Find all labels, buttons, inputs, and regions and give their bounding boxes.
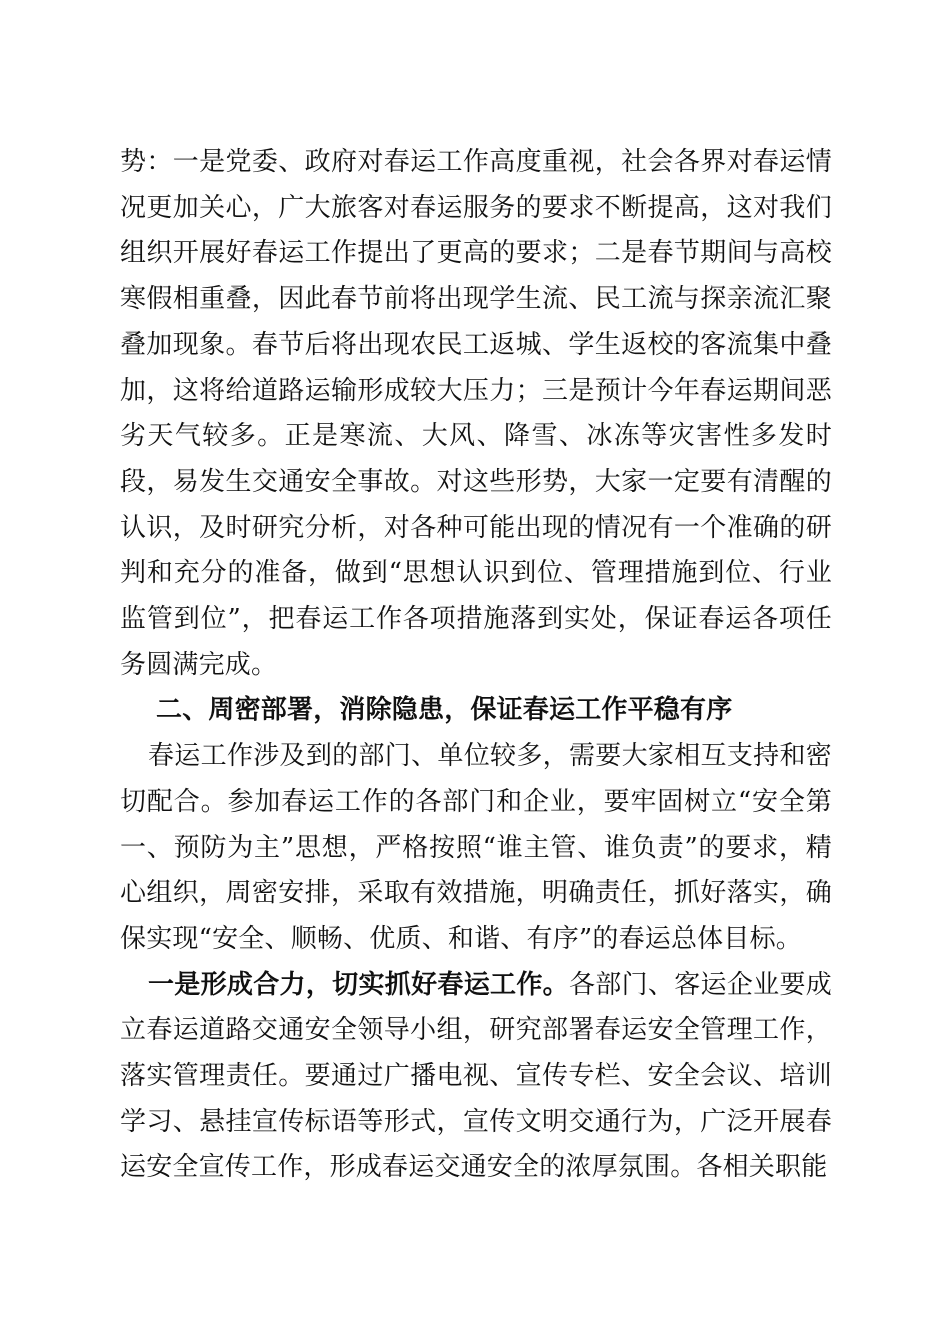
paragraph-joint-effort — [120, 963, 832, 1192]
paragraph-lead-bold: 一是形成合力，切实抓好春运工作。 — [148, 969, 569, 1000]
paragraph-situation: 势：一是党委、政府对春运工作高度重视，社会各界对春运情况更加关心，广大旅客对春运服务的要求不断提高，这对我们组织开展好春运工作提出了更高的要求；二是春节期间与高校寒假相重叠，因此春节前将出现学生流、民工流与探亲流汇聚叠加现象。春节后将出现农民工返城、学生返校的客流集中叠加，这将给道路运输形成较大压力；三是预计今年春运期间恶劣天气较多。正是寒流、大风、降雪、冰冻等灾害性多发时段，易发生交通安全事故。对这些形势，大家一定要有清醒的认识，及时研究分析，对各种可能出现的情况有一个准确的研判和充分的准备，做到“思想认识到位、管理措施到位、行业监管到位”，把春运工作各项措施落到实处，保证春运各项任务圆满完成。 — [120, 147, 832, 680]
paragraph-body: 各部门、客运企业要成立春运道路交通安全领导小组，研究部署春运安全管理工作，落实管理责任。要通过广播电视、宣传专栏、安全会议、培训学习、悬挂宣传标语等形式，宣传文明交通行为，广泛开展春运安全宣传工作，形成春运交通安全的浓厚氛围。各相关职能 — [120, 969, 832, 1183]
document-body — [120, 140, 832, 1191]
section-heading-2: 二、周密部署，消除隐患，保证春运工作平稳有序 — [156, 695, 733, 726]
paragraph-deployment: 春运工作涉及到的部门、单位较多，需要大家相互支持和密切配合。参加春运工作的各部门和企业，要牢固树立“安全第一、预防为主”思想，严格按照“谁主管、谁负责”的要求，精心组织，周密安排，采取有效措施，明确责任，抓好落实，确保实现“安全、顺畅、优质、和谐、有序”的春运总体目标。 — [120, 741, 832, 954]
